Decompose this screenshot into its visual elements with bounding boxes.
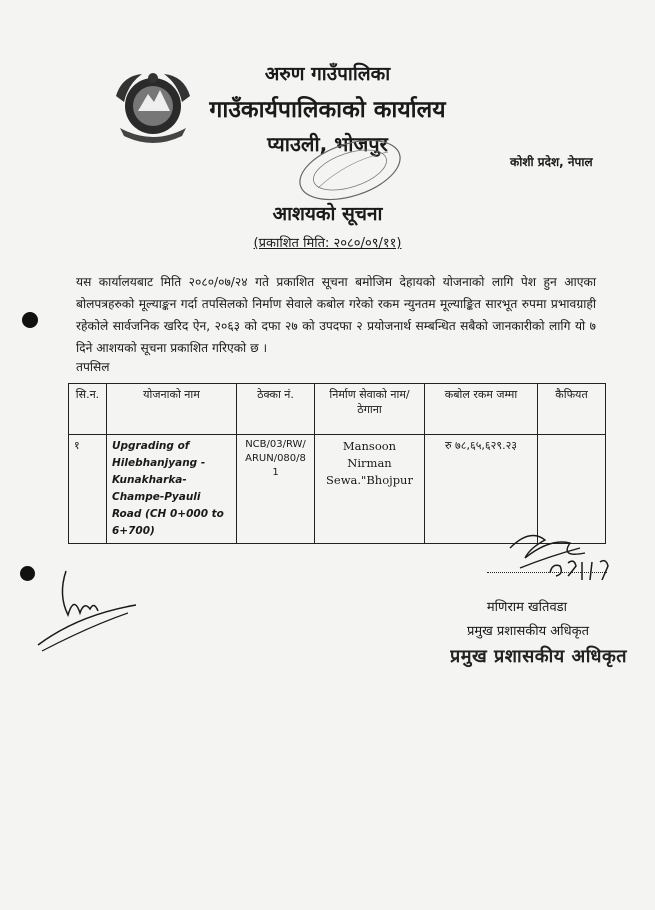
notice-title: आशयको सूचना [272, 203, 383, 225]
table-header-row [69, 384, 606, 435]
officer-signature [490, 518, 630, 593]
designation-stamp [450, 640, 655, 674]
tapasil-label: तपसिल [76, 360, 110, 374]
province-label: कोशी प्रदेश, नेपाल [510, 155, 593, 169]
cell-firm: Mansoon Nirman Sewa."Bhojpur [315, 435, 425, 544]
header-remarks: कैफियत [538, 384, 606, 435]
office-name: गाउँकार्यपालिकाको कार्यालय [209, 97, 446, 123]
cell-plan: Upgrading of Hilebhanjyang - Kunakharka-Champe-Pyauli Road (CH 0+000 to 6+700) [107, 435, 237, 544]
cell-contract: NCB/03/RW/ARUN/080/81 [237, 435, 315, 544]
header-plan: योजनाको नाम [107, 384, 237, 435]
office-location: प्याउली, भोजपुर [267, 132, 388, 156]
municipality-name: अरुण गाउँपालिका [264, 63, 391, 85]
left-signature [28, 565, 148, 660]
signatory-post: प्रमुख प्रशासकीय अधिकृत [466, 624, 589, 639]
cell-sn: १ [69, 435, 107, 544]
cell-amount: रु ७८,६५,६२९.२३ [425, 435, 538, 544]
signatory-name: मणिराम खतिवडा [486, 600, 567, 615]
published-date: (प्रकाशित मिति: २०८०/०९/११) [253, 236, 402, 251]
designation-stamp-text: प्रमुख प्रशासकीय अधिकृत [450, 646, 628, 667]
header-sn: सि.न. [69, 384, 107, 435]
punch-hole [22, 312, 38, 328]
header-amount: कबोल रकम जम्मा [425, 384, 538, 435]
signature-line [487, 572, 607, 573]
header-firm: निर्माण सेवाको नाम/ठेगाना [315, 384, 425, 435]
notice-body: यस कार्यालयबाट मिति २०८०/०७/२४ गते प्रकाशित सूचना बमोजिम देहायको योजनाको लागि पेश हुन आएका बोलपत्रहरुको मूल्याङ्कन गर्दा तपसिलको निर्माण सेवाले कबोल गरेको रकम न्युनतम मूल्याङ्कित सारभूत रुपमा प्रभावग्राही रहेकोले सार्वजनिक खरिद ऐन, २०६३ को दफा २७ को उपदफा २ प्रयोजनार्थ सम्बन्धित सबैको जानकारीको लागि यो ७ दिने आशयको सूचना प्रकाशित गरिएको छ । [76, 275, 596, 355]
header-contract: ठेक्का नं. [237, 384, 315, 435]
